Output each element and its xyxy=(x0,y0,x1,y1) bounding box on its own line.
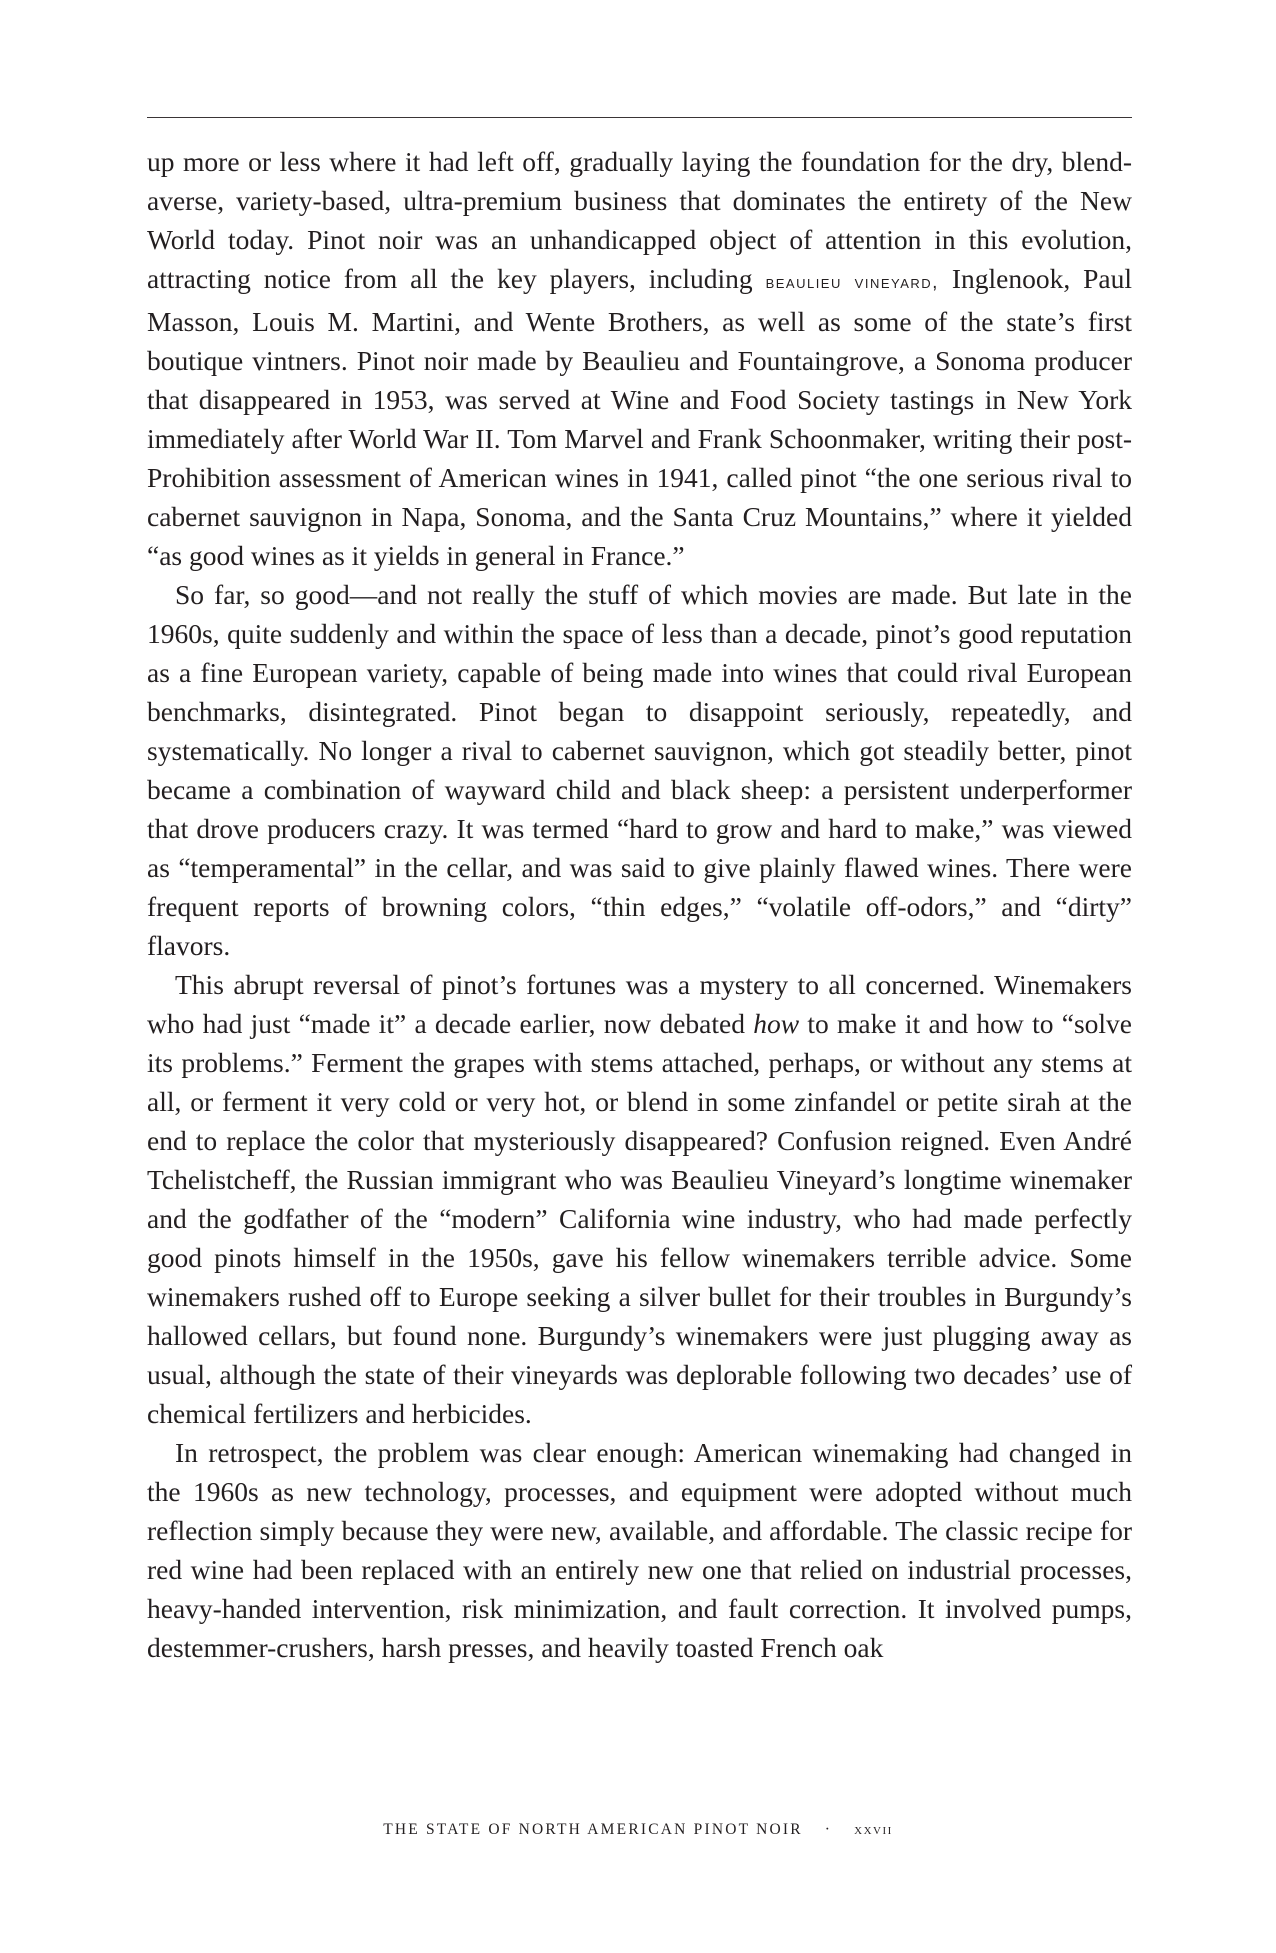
paragraph-1-text-end: Inglenook, Paul Masson, Louis M. Martini, and Wente Brothers, as well as some of the state’s first boutique vintners. Pinot noir made by Beaulieu and Fountaingrove, a Sonoma producer that disappeared in 1953, was served at Wine and Food Society tastings in New York immediately after World War II. Tom Marvel and Frank Schoonmaker, writing their post-Prohibition assessment of American wines in 1941, called pinot “the one serious rival to cabernet sauvignon in Napa, Sonoma, and the Santa Cruz Mountains,” where it yielded “as good wines as it yields in general in France.” xyxy=(147,263,1132,571)
paragraph-2: So far, so good—and not really the stuff of which movies are made. But late in the 1960s, quite suddenly and within the space of less than a decade, pinot’s good reputation as a fine European variety, capable of being made into wines that could rival European benchmarks, disintegrated. Pinot began to disappoint seriously, repeatedly, and systematically. No longer a rival to cabernet sauvignon, which got steadily better, pinot became a combination of wayward child and black sheep: a persistent underperformer that drove producers crazy. It was termed “hard to grow and hard to make,” was viewed as “temperamental” in the cellar, and was said to give plainly flawed wines. There were frequent reports of browning colors, “thin edges,” “volatile off-odors,” and “dirty” flavors. xyxy=(147,579,1132,961)
paragraph-3 xyxy=(147,965,1132,1433)
header-rule xyxy=(147,117,1132,118)
running-title: THE STATE OF NORTH AMERICAN PINOT NOIR xyxy=(383,1821,803,1838)
page-footer xyxy=(0,1821,1276,1839)
paragraph-1-text-start: up more or less where it had left off, gradually laying the foundation for the dry, blend-averse, variety-based, ultra-premium business that dominates the entirety of the New World today. Pinot noir was an unhandicapped object of attention in this evolution, attracting notice from all the key players, including xyxy=(147,146,1132,294)
page-number: xxvii xyxy=(854,1821,893,1838)
emphasis-how: how xyxy=(753,1008,800,1039)
body-text xyxy=(147,142,1132,1667)
paragraph-4: In retrospect, the problem was clear enough: American winemaking had changed in the 1960s as new technology, processes, and equipment were adopted without much reflection simply because they were new, available, and affordable. The classic recipe for red wine had been replaced with an entirely new one that relied on industrial processes, heavy-handed intervention, risk minimization, and fault correction. It involved pumps, destemmer-crushers, harsh presses, and heavily toasted French oak xyxy=(147,1437,1132,1663)
paragraph-3-text-end: to make it and how to “solve its problems.” Ferment the grapes with stems attached, perhaps, or without any stems at all, or ferment it very cold or very hot, or blend in some zinfandel or petite sirah at the end to replace the color that mysteriously disappeared? Confusion reigned. Even André Tchelistcheff, the Russian immigrant who was Beaulieu Vineyard’s longtime winemaker and the godfather of the “modern” California wine industry, who had made perfectly good pinots himself in the 1950s, gave his fellow winemakers terrible advice. Some winemakers rushed off to Europe seeking a silver bullet for their troubles in Burgundy’s hallowed cellars, but found none. Burgundy’s winemakers were just plugging away as usual, although the state of their vineyards was deplorable following two decades’ use of chemical fertilizers and herbicides. xyxy=(147,1008,1132,1429)
footer-separator: · xyxy=(824,1821,833,1838)
winery-name-smallcaps: beaulieu vineyard, xyxy=(765,272,939,293)
paragraph-1 xyxy=(147,142,1132,575)
paragraph-3-text-start: This abrupt reversal of pinot’s fortunes was a mystery to all concerned. Winemakers who had just “made it” a decade earlier, now debated xyxy=(147,969,1132,1039)
